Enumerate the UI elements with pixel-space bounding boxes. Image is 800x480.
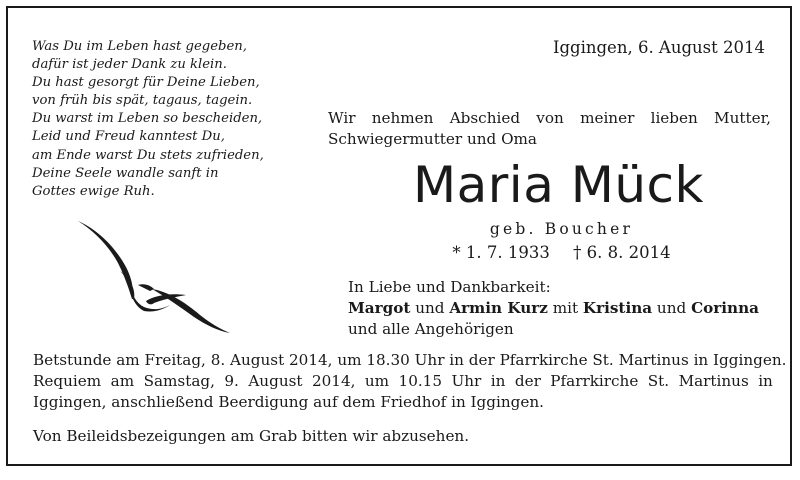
place-date: Iggingen, 6. August 2014 xyxy=(552,38,765,57)
mourners-relatives: und alle Angehörigen xyxy=(348,320,514,338)
service-word: 10.15 xyxy=(398,372,443,390)
mourner-name: Armin Kurz xyxy=(449,299,548,317)
death-date: † 6. 8. 2014 xyxy=(573,243,671,262)
poem-line: dafür ist jeder Dank zu klein. xyxy=(32,57,227,73)
farewell-line xyxy=(328,108,771,129)
poem-line: von früh bis spät, tagaus, tagein. xyxy=(32,93,253,109)
service-word: 2014, xyxy=(311,372,356,390)
service-word: Samstag, xyxy=(143,372,215,390)
farewell-word: nehmen xyxy=(371,109,434,127)
service-word: der xyxy=(514,372,541,390)
service-line: Iggingen, anschließend Beerdigung auf dem Friedhof in Iggingen. xyxy=(33,393,544,411)
service-word: Uhr xyxy=(451,372,482,390)
service-word: Requiem xyxy=(33,372,102,390)
poem-line: am Ende warst Du stets zufrieden, xyxy=(32,147,264,163)
service-word: St. xyxy=(647,372,670,390)
poem-line: Du warst im Leben so bescheiden, xyxy=(32,111,263,127)
farewell-line: Schwiegermutter und Oma xyxy=(328,130,537,148)
mourner-name: Margot xyxy=(348,299,411,317)
poem-line: Du hast gesorgt für Deine Lieben, xyxy=(32,75,260,91)
service-word: in xyxy=(758,372,773,390)
bird-brush-icon xyxy=(74,215,234,335)
farewell-word: Mutter, xyxy=(714,109,771,127)
service-word: Martinus xyxy=(678,372,749,390)
farewell-word: von xyxy=(536,109,564,127)
mourners-intro: In Liebe und Dankbarkeit: xyxy=(348,278,551,296)
service-word: 9. xyxy=(224,372,239,390)
farewell-word: Wir xyxy=(328,109,356,127)
mourners xyxy=(348,277,772,340)
life-dates xyxy=(328,243,771,262)
connector-text: mit xyxy=(547,299,583,317)
farewell-text xyxy=(328,108,771,150)
mourners-family xyxy=(348,298,772,319)
mourner-name: Kristina xyxy=(582,299,653,317)
farewell-word: lieben xyxy=(650,109,698,127)
deceased-name: Maria Mück xyxy=(412,156,705,214)
birth-date: * 1. 7. 1933 xyxy=(452,243,550,262)
service-word: Pfarrkirche xyxy=(550,372,639,390)
connector-text: und xyxy=(652,299,692,317)
condolence-note: Von Beileidsbezeigungen am Grab bitten wir abzusehen. xyxy=(33,427,470,445)
service-line: Betstunde am Freitag, 8. August 2014, um 18.30 Uhr in der Pfarrkirche St. Martinus in Iggingen. xyxy=(33,351,787,369)
poem-line: Leid und Freud kanntest Du, xyxy=(32,129,225,145)
poem xyxy=(32,38,302,201)
mourner-name: Corinna xyxy=(691,299,759,317)
farewell-word: Abschied xyxy=(449,109,521,127)
poem-line: Gottes ewige Ruh. xyxy=(32,183,155,199)
service-word: um xyxy=(364,372,390,390)
service-line xyxy=(33,371,773,392)
poem-line: Was Du im Leben hast gegeben, xyxy=(32,39,247,54)
maiden-name: geb. Boucher xyxy=(489,220,634,238)
farewell-word: meiner xyxy=(580,109,635,127)
connector-text: und xyxy=(410,299,450,317)
obituary-notice xyxy=(6,6,792,466)
service-word: August xyxy=(248,372,303,390)
service-info xyxy=(33,350,787,447)
service-word: am xyxy=(110,372,135,390)
service-word: in xyxy=(490,372,506,390)
poem-line: Deine Seele wandle sanft in xyxy=(32,165,219,181)
